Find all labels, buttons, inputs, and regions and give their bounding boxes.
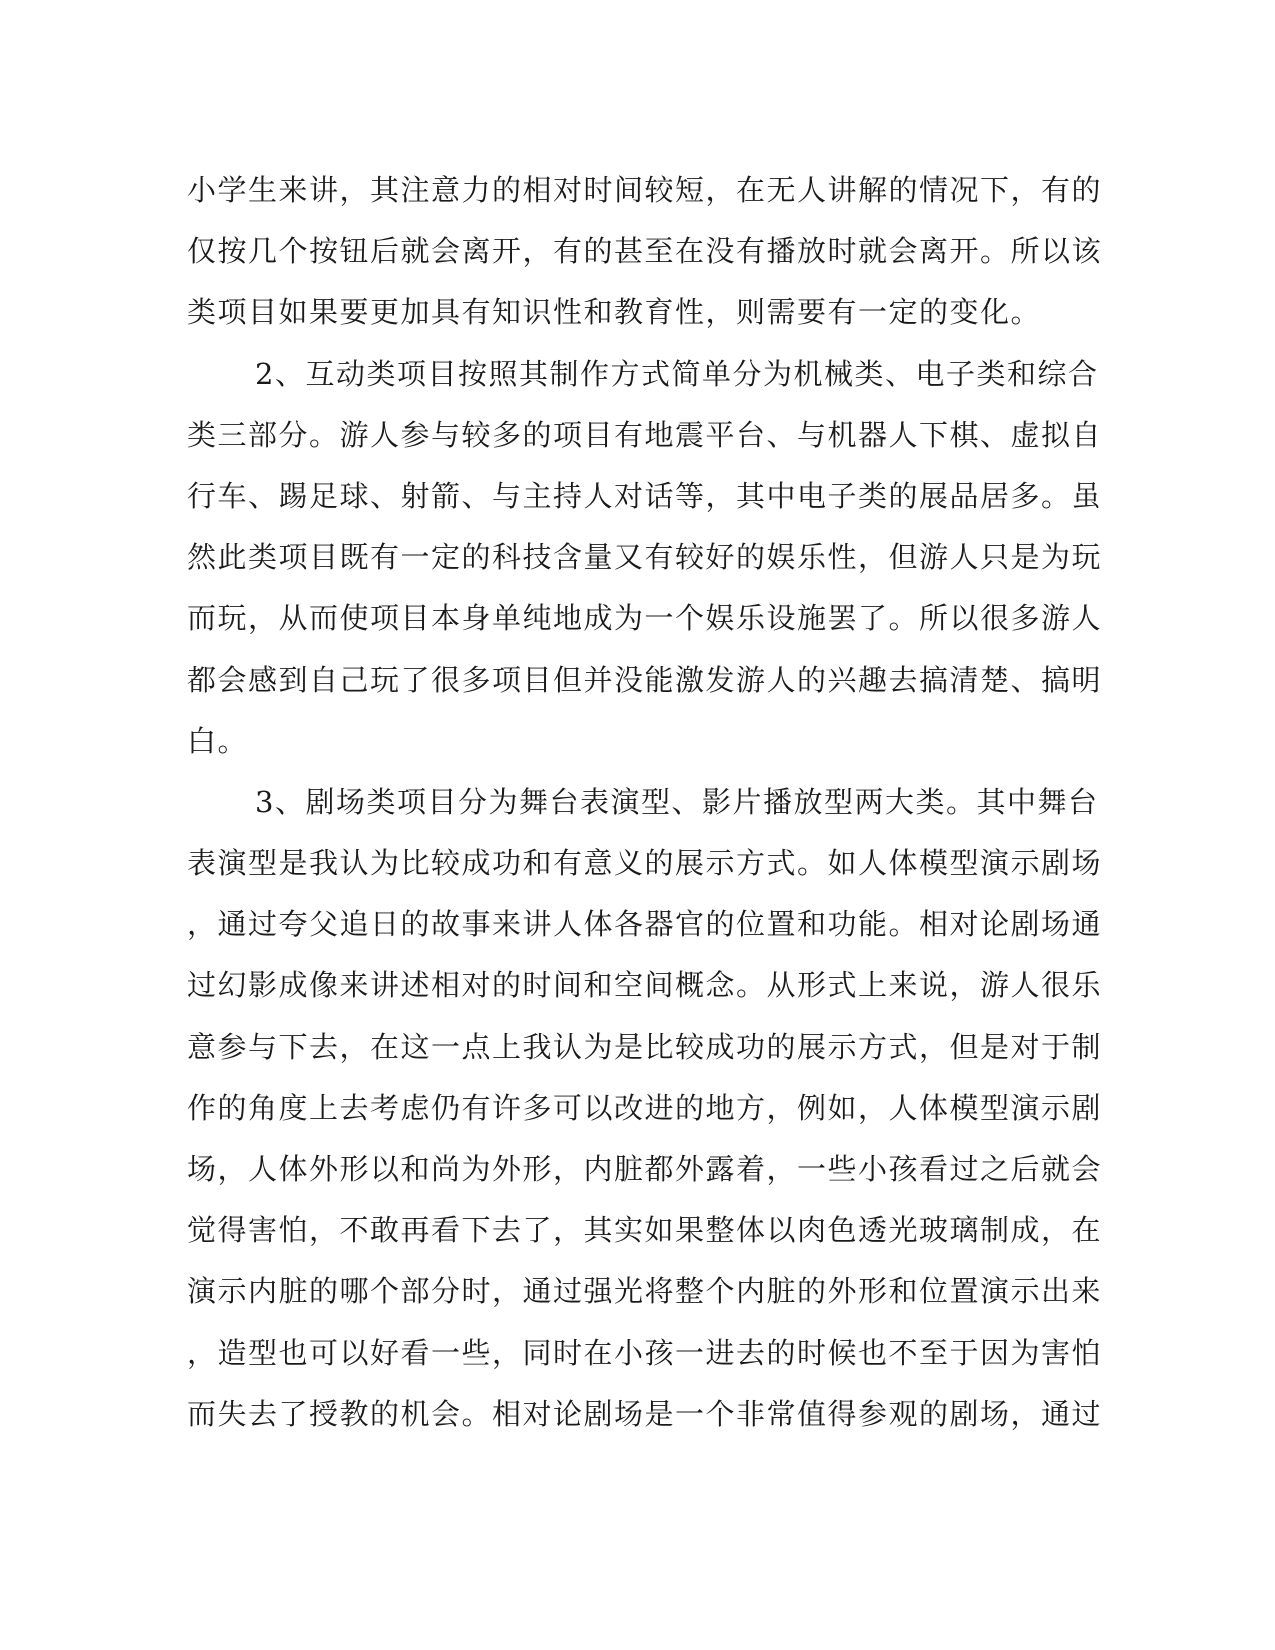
- text-line: 仅按几个按钮后就会离开，有的甚至在没有播放时就会离开。所以该: [187, 234, 1103, 269]
- text-line: 都会感到自己玩了很多项目但并没能激发游人的兴趣去搞清楚、搞明: [187, 662, 1103, 697]
- text-line: 行车、踢足球、射箭、与主持人对话等，其中电子类的展品居多。虽: [187, 478, 1103, 513]
- text-line: 类项目如果要更加具有知识性和教育性，则需要有一定的变化。: [187, 295, 1042, 330]
- text-line: 然此类项目既有一定的科技含量又有较好的娱乐性，但游人只是为玩: [187, 540, 1103, 575]
- text-line: 而失去了授教的机会。相对论剧场是一个非常值得参观的剧场，通过: [187, 1396, 1103, 1431]
- text-line: 而玩，从而使项目本身单纯地成为一个娱乐设施罢了。所以很多游人: [187, 601, 1103, 636]
- text-line: 场，人体外形以和尚为外形，内脏都外露着，一些小孩看过之后就会: [187, 1152, 1103, 1186]
- text-line: 表演型是我认为比较成功和有意义的展示方式。如人体模型演示剧场: [187, 846, 1103, 881]
- text-line: 白。: [187, 723, 249, 758]
- text-line: 意参与下去，在这一点上我认为是比较成功的展示方式，但是对于制: [187, 1029, 1103, 1064]
- text-line: 觉得害怕，不敢再看下去了，其实如果整体以肉色透光玻璃制成，在: [187, 1213, 1103, 1248]
- paragraph-start-line: 2、互动类项目按照其制作方式简单分为机械类、电子类和综合: [255, 356, 1099, 391]
- text-line: ，造型也可以好看一些，同时在小孩一进去的时候也不至于因为害怕: [187, 1335, 1103, 1370]
- paragraph-start-line: 3、剧场类项目分为舞台表演型、影片播放型两大类。其中舞台: [255, 784, 1099, 819]
- text-line: 作的角度上去考虑仍有许多可以改进的地方，例如，人体模型演示剧: [187, 1090, 1103, 1125]
- text-line: 演示内脏的哪个部分时，通过强光将整个内脏的外形和位置演示出来: [187, 1274, 1103, 1309]
- text-line: 小学生来讲，其注意力的相对时间较短，在无人讲解的情况下，有的: [187, 173, 1103, 207]
- text-line: 类三部分。游人参与较多的项目有地震平台、与机器人下棋、虚拟自: [187, 417, 1103, 452]
- text-line: 过幻影成像来讲述相对的时间和空间概念。从形式上来说，游人很乐: [187, 968, 1103, 1003]
- text-line: ，通过夸父追日的故事来讲人体各器官的位置和功能。相对论剧场通: [187, 907, 1103, 942]
- body-text: [187, 160, 1103, 1445]
